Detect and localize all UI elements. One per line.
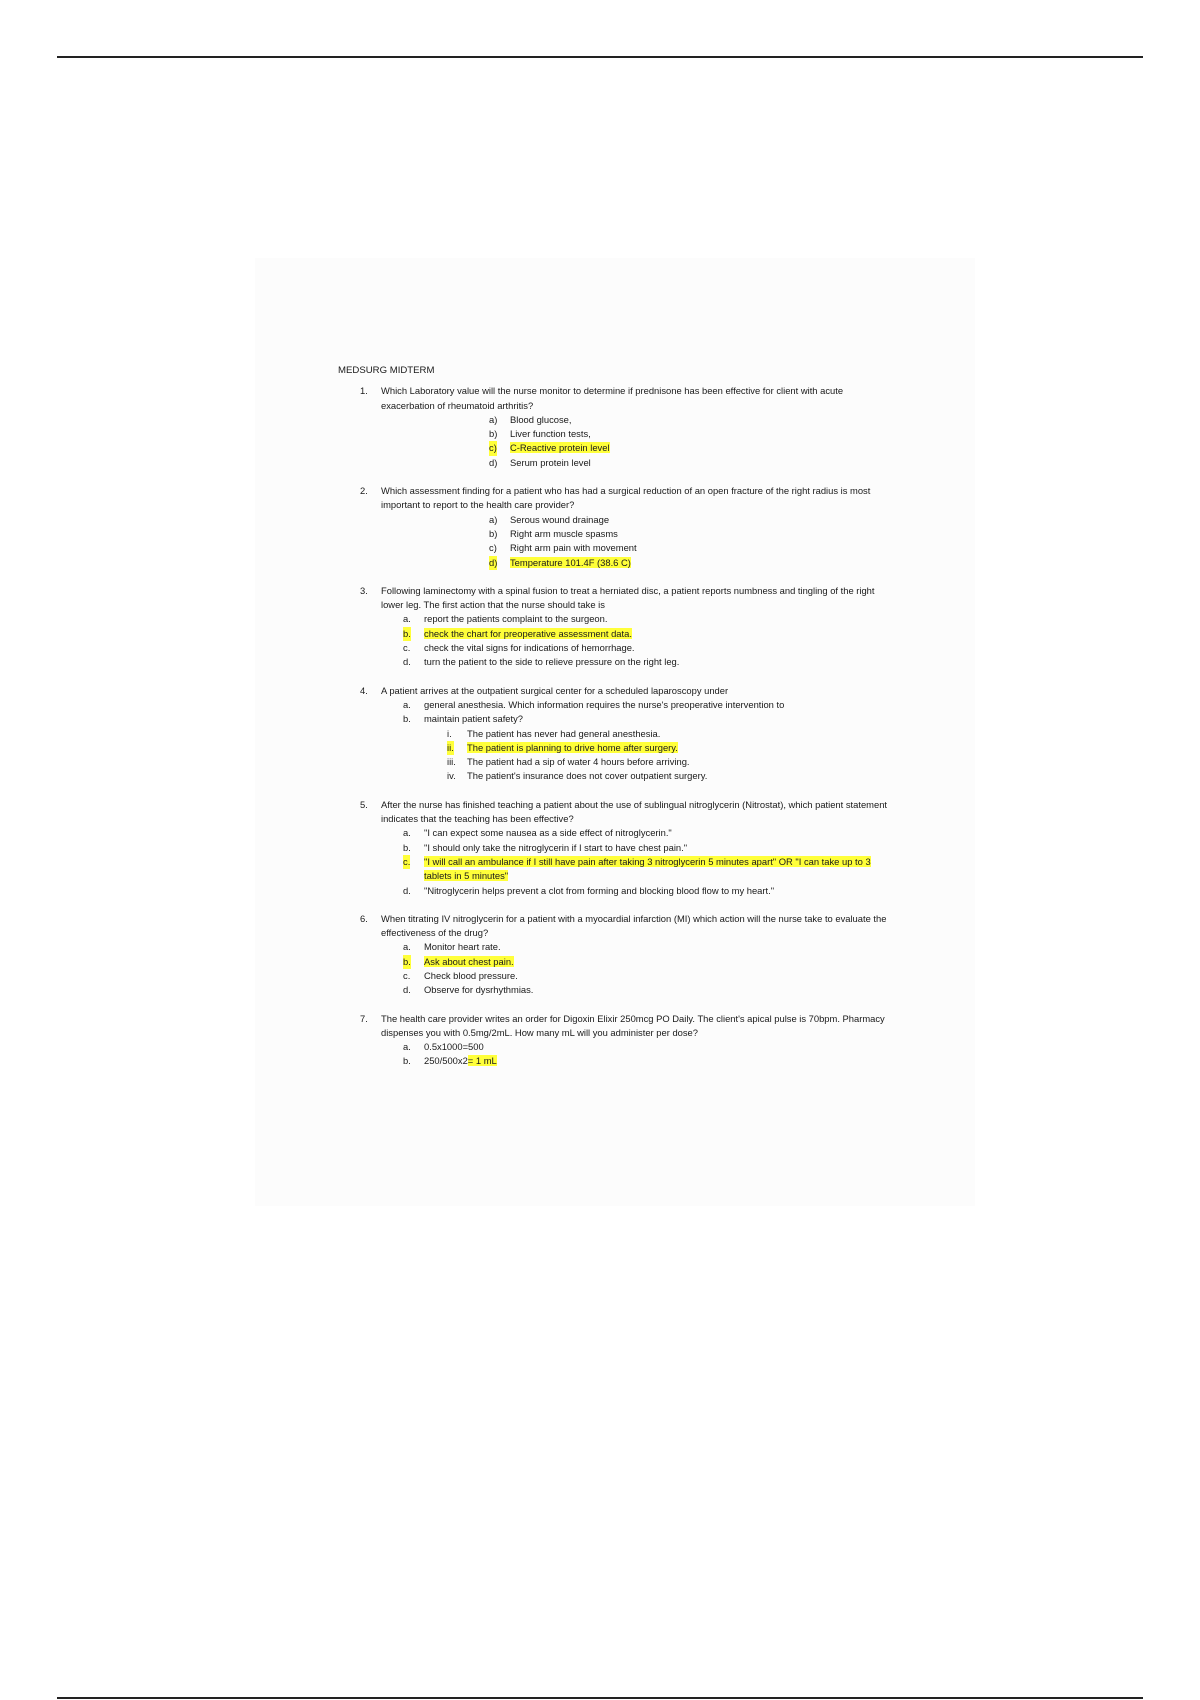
option-text: 250/500x2 [424, 1055, 468, 1067]
option-text: turn the patient to the side to relieve pressure on the right leg. [424, 656, 680, 668]
suboption-iv [381, 769, 898, 783]
option-marker: ii. [447, 741, 454, 755]
question-number: 1. [360, 385, 368, 397]
question-4 [338, 684, 898, 784]
option-marker: c. [403, 855, 410, 869]
option-text: The patient's insurance does not cover outpatient surgery. [467, 770, 708, 782]
option-c-highlighted-answer [381, 441, 898, 455]
option-marker: a. [403, 613, 411, 625]
question-text: Which assessment finding for a patient who has had a surgical reduction of an open fracture of the right radius is most important to report to the health care provider? [381, 485, 871, 511]
option-marker: c) [489, 441, 497, 455]
option-text: check the chart for preoperative assessment data. [424, 627, 632, 639]
option-text: Blood glucose, [510, 413, 572, 425]
answer-options [381, 698, 898, 727]
option-marker: d. [403, 984, 411, 996]
option-text: Right arm pain with movement [510, 542, 637, 554]
option-text: The patient had a sip of water 4 hours before arriving. [467, 756, 690, 768]
question-number: 6. [360, 912, 368, 924]
option-marker: a) [489, 513, 498, 525]
option-text: check the vital signs for indications of hemorrhage. [424, 642, 635, 654]
option-a [381, 1040, 898, 1054]
option-text: "I will call an ambulance if I still have pain after taking 3 nitroglycerin 5 minutes apart" OR "I can take up to 3 tablets in 5 minutes" [424, 855, 871, 882]
option-marker: b. [403, 841, 411, 853]
option-text: The patient has never had general anesthesia. [467, 727, 661, 739]
option-b-highlighted-answer [381, 955, 898, 969]
option-marker: d) [489, 456, 498, 468]
answer-options [381, 1040, 898, 1069]
option-text: Monitor heart rate. [424, 941, 501, 953]
question-7 [338, 1012, 898, 1069]
answer-options [381, 413, 898, 470]
option-marker: b) [489, 527, 498, 539]
option-a [381, 940, 898, 954]
option-marker: c. [403, 642, 411, 654]
option-b-highlighted-answer [381, 627, 898, 641]
question-1 [338, 384, 898, 470]
option-text: Right arm muscle spasms [510, 527, 618, 539]
question-number: 2. [360, 485, 368, 497]
option-text: Liver function tests, [510, 428, 591, 440]
document-content [338, 364, 898, 1083]
option-a [381, 513, 898, 527]
top-rule [57, 56, 1143, 58]
option-text: Serous wound drainage [510, 513, 610, 525]
option-marker: a. [403, 698, 411, 710]
option-a [381, 698, 898, 712]
question-6 [338, 912, 898, 998]
option-text: Temperature 101.4F (38.6 C) [510, 556, 631, 568]
option-c-highlighted-answer [381, 855, 898, 884]
option-text: "Nitroglycerin helps prevent a clot from forming and blocking blood flow to my heart." [424, 884, 775, 896]
option-text: report the patients complaint to the surgeon. [424, 613, 608, 625]
question-number: 3. [360, 584, 368, 596]
option-text: Check blood pressure. [424, 969, 518, 981]
option-text: The patient is planning to drive home after surgery. [467, 741, 678, 753]
option-c [381, 541, 898, 555]
option-text: C-Reactive protein level [510, 442, 610, 454]
option-c [381, 641, 898, 655]
highlighted-answer: = 1 mL [467, 1055, 497, 1067]
option-marker: d. [403, 884, 411, 896]
option-marker: iv. [447, 770, 456, 782]
option-marker: i. [447, 727, 452, 739]
answer-options [381, 612, 898, 669]
question-text: A patient arrives at the outpatient surgical center for a scheduled laparoscopy under [381, 684, 729, 696]
option-marker: d. [403, 656, 411, 668]
option-b [381, 527, 898, 541]
answer-options [381, 513, 898, 570]
option-marker: b. [403, 1055, 411, 1067]
option-marker: b. [403, 713, 411, 725]
answer-options [381, 826, 898, 897]
option-text: Observe for dysrhythmias. [424, 984, 534, 996]
suboption-iii [381, 755, 898, 769]
question-number: 7. [360, 1012, 368, 1024]
option-marker: a. [403, 941, 411, 953]
option-c [381, 969, 898, 983]
option-d-highlighted-answer [381, 556, 898, 570]
option-d [381, 884, 898, 898]
question-text: Following laminectomy with a spinal fusion to treat a herniated disc, a patient reports numbness and tingling of the right lower leg. The first action that the nurse should take is [381, 584, 875, 611]
suboption-i [381, 727, 898, 741]
option-b [381, 841, 898, 855]
question-text: Which Laboratory value will the nurse monitor to determine if prednisone has been effective for client with acute exacerbation of rheumatoid arthritis? [381, 385, 844, 411]
option-text: Serum protein level [510, 456, 591, 468]
option-text: general anesthesia. Which information requires the nurse's preoperative intervention to [424, 698, 785, 710]
option-d [381, 655, 898, 669]
option-a [381, 413, 898, 427]
option-marker: b. [403, 627, 411, 641]
option-marker: c) [489, 542, 497, 554]
option-d [381, 983, 898, 997]
option-text: maintain patient safety? [424, 713, 524, 725]
option-marker: b. [403, 955, 411, 969]
suboption-ii-highlighted-answer [381, 741, 898, 755]
option-marker: a. [403, 827, 411, 839]
option-marker: iii. [447, 756, 456, 768]
question-3 [338, 584, 898, 670]
option-a [381, 612, 898, 626]
option-text: "I should only take the nitroglycerin if I start to have chest pain." [424, 841, 688, 853]
option-marker: b) [489, 428, 498, 440]
question-2 [338, 484, 898, 570]
answer-suboptions [381, 727, 898, 784]
option-a [381, 826, 898, 840]
question-number: 5. [360, 798, 368, 810]
question-text: The health care provider writes an order for Digoxin Elixir 250mcg PO Daily. The client's apical pulse is 70bpm. Pharmacy dispenses you with 0.5mg/2mL. How many mL will you administer per dose? [381, 1012, 885, 1038]
bottom-rule [57, 1697, 1143, 1699]
option-d [381, 456, 898, 470]
option-text: "I can expect some nausea as a side effect of nitroglycerin." [424, 827, 672, 839]
option-b [381, 712, 898, 726]
question-number: 4. [360, 684, 368, 696]
option-text: 0.5x1000=500 [424, 1041, 484, 1053]
question-text: After the nurse has finished teaching a patient about the use of sublingual nitroglycerin (Nitrostat), which patient statement indicates that the teaching has been effective? [381, 798, 888, 825]
answer-options [381, 940, 898, 997]
option-marker: a. [403, 1041, 411, 1053]
question-text: When titrating IV nitroglycerin for a patient with a myocardial infarction (MI) which action will the nurse take to evaluate the effectiveness of the drug? [381, 912, 887, 939]
option-text: Ask about chest pain. [424, 955, 514, 967]
option-marker: a) [489, 413, 498, 425]
option-b [381, 1054, 898, 1068]
option-marker: d) [489, 556, 497, 570]
document-title: MEDSURG MIDTERM [338, 365, 435, 376]
option-b [381, 427, 898, 441]
question-5 [338, 798, 898, 898]
option-marker: c. [403, 969, 411, 981]
